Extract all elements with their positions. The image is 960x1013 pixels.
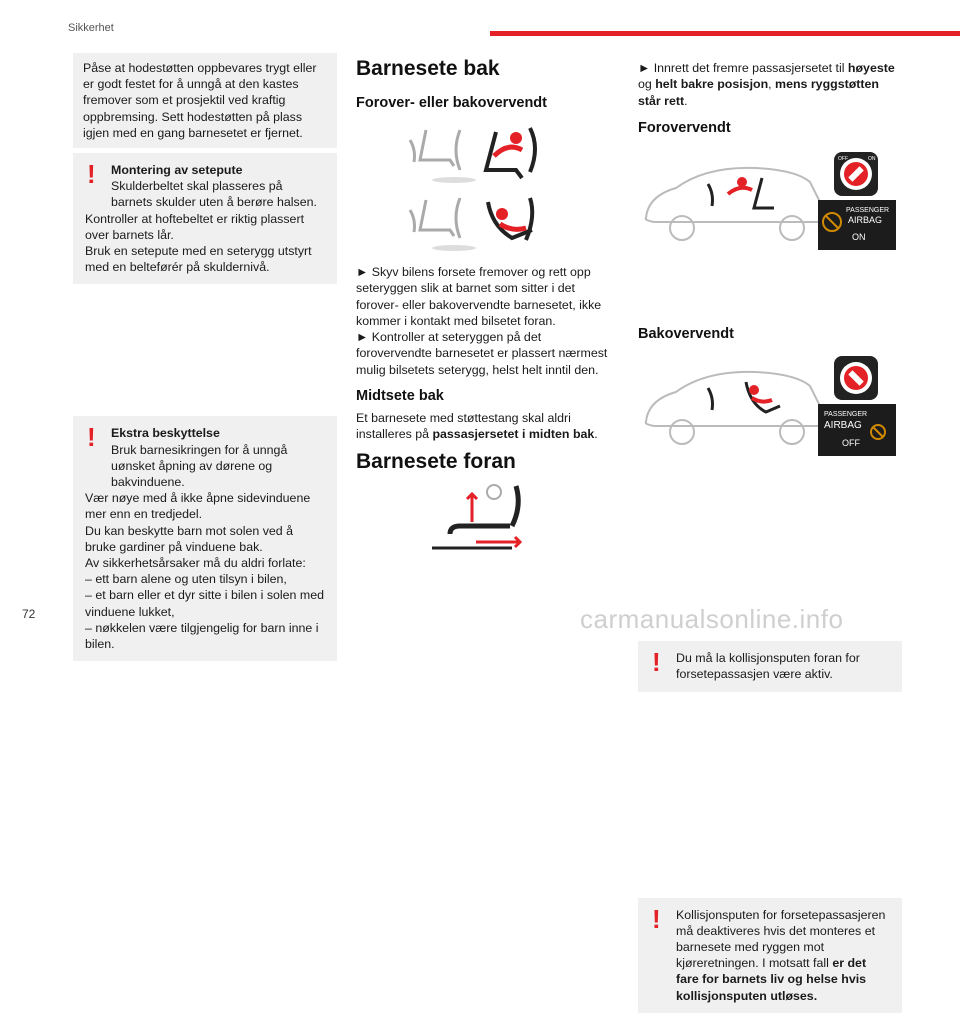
warning-airbag-active	[638, 641, 902, 691]
warning-extra-line: Vær nøye med å ikke åpne sidevinduene mer enn en tredjedel.	[85, 491, 311, 522]
airbag-switch-off-icon	[834, 356, 878, 400]
warning-extra-line: – nøkkelen være tilgjengelig for barn inne i bilen.	[85, 620, 319, 652]
page-number: 72	[22, 607, 36, 621]
warning-airbag-deactivate-bold: er det fare for barnets liv og helse hvis kollisjonsputen utløses.	[676, 956, 867, 1003]
warning-booster	[73, 153, 337, 284]
warning-airbag-deactivate	[638, 898, 902, 1013]
illustration-rearward-facing-car	[642, 352, 902, 460]
subheading-middle-seat: Midtsete bak	[356, 388, 444, 404]
svg-text:PASSENGER: PASSENGER	[846, 207, 890, 214]
svg-text:ON: ON	[852, 232, 866, 242]
svg-text:ON: ON	[868, 156, 876, 162]
note-headrest-text: Påse at hodestøtten oppbevares trygt eller er godt festet for å unngå at den kastes fremover som et prosjektil ved kraftig oppbremsing. Sett hodestøtten på plass igjen med en gang barnesetet er fjernet.	[83, 61, 317, 140]
warning-icon: !	[652, 903, 661, 934]
subheading-rearward-facing: Bakovervendt	[638, 326, 734, 342]
warning-extra-line: Av sikkerhetsårsaker må du aldri forlate:	[85, 556, 306, 571]
rear-instruction-2: ► Kontroller at seteryggen på det forovervendte barnesetet er plassert nærmest mulig bilsetets seterygg, helst helt inntil den.	[356, 330, 608, 377]
svg-text:OFF: OFF	[842, 438, 860, 448]
warning-icon: !	[652, 647, 661, 678]
rear-seat-forward-icon	[410, 128, 535, 183]
illustration-rear-seats	[396, 120, 556, 260]
illustration-forward-facing-car	[642, 148, 902, 254]
warning-extra-title: Ekstra beskyttelse	[111, 426, 220, 441]
warning-booster-line: Kontroller at hoftebeltet er riktig plassert over barnets lår.	[85, 211, 305, 242]
airbag-indicator-on	[818, 200, 896, 250]
note-headrest	[73, 53, 337, 148]
heading-front-child-seat: Barnesete foran	[356, 450, 516, 473]
warning-extra-line: Du kan beskytte barn mot solen ved å bruke gardiner på vinduene bak.	[85, 523, 294, 554]
warning-icon: !	[87, 159, 96, 189]
warning-extra-protection	[73, 416, 337, 661]
middle-seat-text: Et barnesete med støttestang skal aldri installeres på passasjersetet i midten bak.	[356, 411, 598, 442]
header-accent-bar	[490, 31, 960, 36]
front-intro-text: ► Innrett det fremre passasjersetet til høyeste og helt bakre posisjon, mens ryggstøtten står rett.	[638, 61, 895, 108]
warning-icon: !	[87, 422, 96, 453]
watermark: carmanualsonline.info	[580, 604, 844, 634]
svg-text:AIRBAG: AIRBAG	[848, 215, 883, 225]
airbag-indicator-off	[818, 404, 896, 456]
svg-text:PASSENGER: PASSENGER	[824, 411, 868, 418]
warning-extra-line: – et barn eller et dyr sitte i bilen i solen med vinduene lukket,	[85, 588, 324, 619]
warning-booster-line: Bruk en setepute med en seterygg utstyrt med en belteførér på skuldernivå.	[85, 244, 312, 275]
rear-seat-rearward-icon	[410, 198, 532, 251]
illustration-front-seat-adjust	[424, 482, 534, 554]
heading-rear-child-seat: Barnesete bak	[356, 57, 500, 80]
airbag-switch-on-icon	[834, 152, 878, 196]
subheading-forward-rearward: Forover- eller bakovervendt	[356, 95, 547, 111]
section-title: Sikkerhet	[68, 22, 114, 34]
warning-extra-line: – ett barn alene og uten tilsyn i bilen,	[85, 572, 287, 587]
subheading-forward-facing: Forovervendt	[638, 120, 731, 136]
warning-airbag-active-text: Du må la kollisjonsputen foran for forsetepassasjen være aktiv.	[676, 651, 860, 682]
rear-instruction-1: ► Skyv bilens forsete fremover og rett opp seteryggen slik at barnet som sitter i det forover- eller bakovervendte barnesetet, ikke kommer i kontakt med bilsetet foran.	[356, 265, 602, 329]
warning-airbag-deactivate-text: Kollisjonsputen for forsetepassasjeren må deaktiveres hvis det monteres et barnesete med ryggen mot kjøreretningen. I motsatt fall	[676, 907, 886, 971]
svg-text:AIRBAG: AIRBAG	[824, 420, 862, 431]
warning-booster-title: Montering av setepute	[111, 163, 243, 177]
warning-extra-line: Bruk barnesikringen for å unngå uønsket åpning av dørene og bakvinduene.	[111, 442, 288, 490]
svg-text:OFF: OFF	[838, 156, 848, 162]
warning-booster-line: Skulderbeltet skal plasseres på barnets skulder uten å berøre halsen.	[111, 179, 317, 210]
